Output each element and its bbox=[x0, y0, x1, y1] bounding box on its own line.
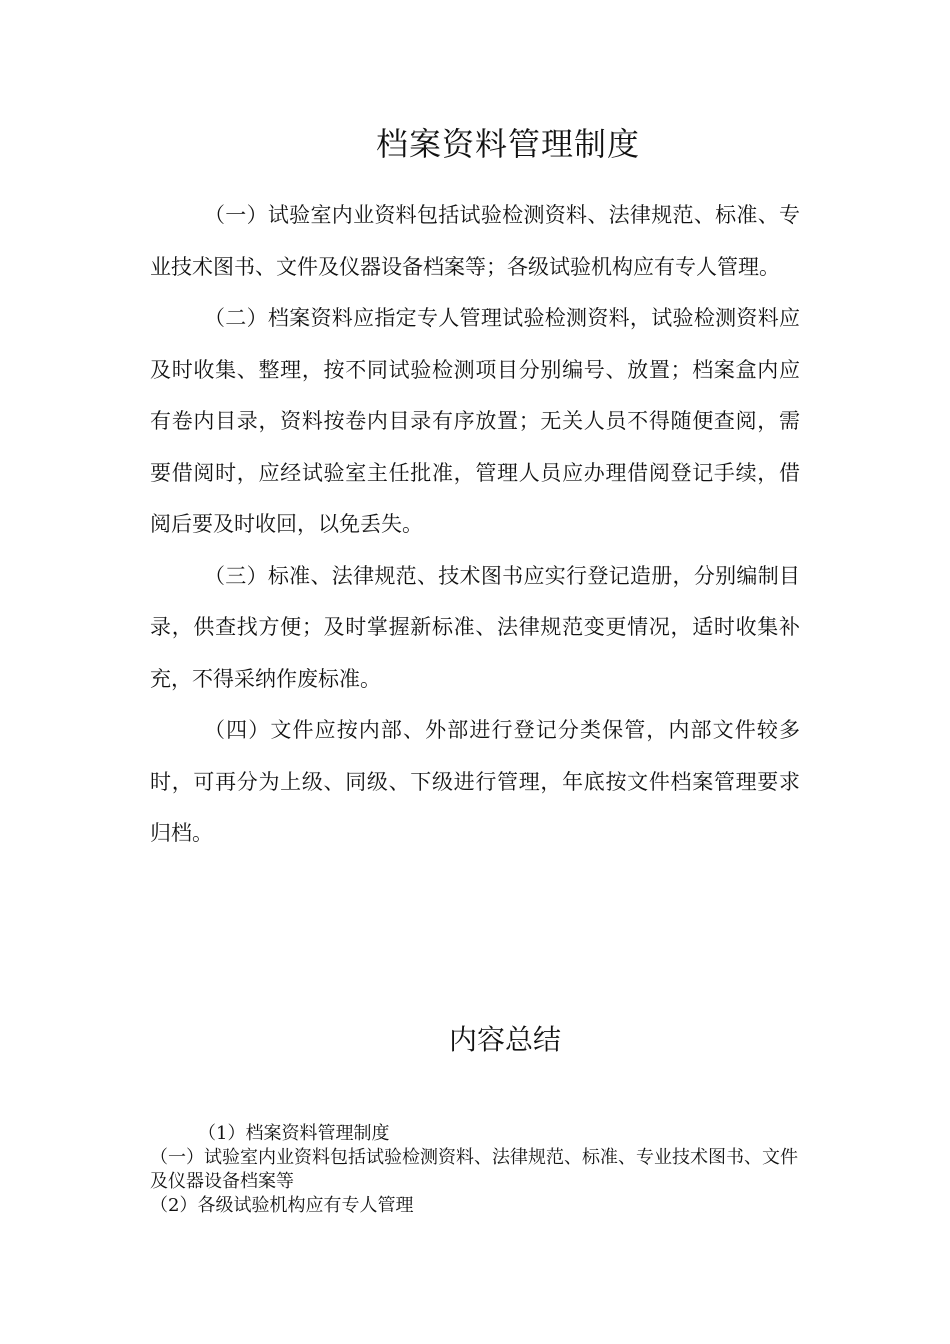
paragraph-4: （四）文件应按内部、外部进行登记分类保管，内部文件较多时，可再分为上级、同级、下级进行管理，年底按文件档案管理要求归档。 bbox=[150, 718, 800, 845]
paragraph-2: （二）档案资料应指定专人管理试验检测资料，试验检测资料应及时收集、整理，按不同试验检测项目分别编号、放置；档案盒内应有卷内目录，资料按卷内目录有序放置；无关人员不得随便查阅，需要借阅时，应经试验室主任批准，管理人员应办理借阅登记手续，借阅后要及时收回，以免丢失。 bbox=[150, 306, 800, 536]
document-body bbox=[150, 190, 800, 860]
summary-title: 内容总结 bbox=[448, 1023, 561, 1056]
paragraph-1: （一）试验室内业资料包括试验检测资料、法律规范、标准、专业技术图书、文件及仪器设备档案等；各级试验机构应有专人管理。 bbox=[150, 203, 800, 279]
paragraph-3: （三）标准、法律规范、技术图书应实行登记造册，分别编制目录，供查找方便；及时掌握新标准、法律规范变更情况，适时收集补充，不得采纳作废标准。 bbox=[150, 563, 800, 691]
summary-line-3: （2）各级试验机构应有专人管理 bbox=[150, 1195, 414, 1216]
summary-line-2: （一）试验室内业资料包括试验检测资料、法律规范、标准、专业技术图书、文件及仪器设备档案等 bbox=[150, 1147, 798, 1192]
summary-section bbox=[150, 1122, 798, 1218]
summary-line-1: （1）档案资料管理制度 bbox=[198, 1123, 390, 1144]
document-title: 档案资料管理制度 bbox=[375, 125, 640, 163]
